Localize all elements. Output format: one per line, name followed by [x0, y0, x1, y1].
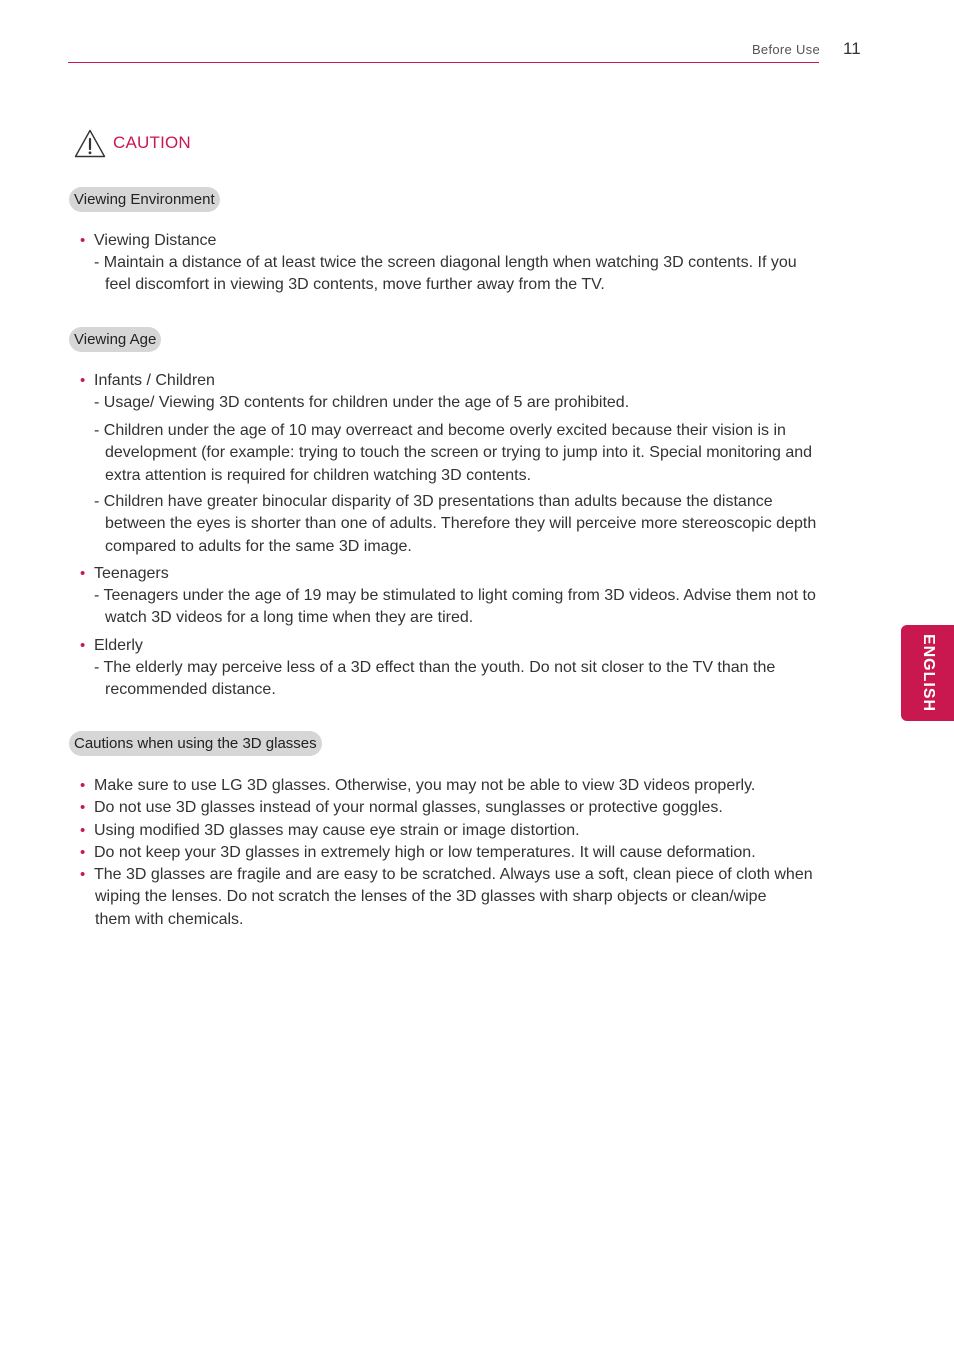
list-item-note [94, 657, 864, 702]
caution-heading [74, 128, 191, 158]
note-line: compared to adults for the same 3D image. [105, 537, 412, 555]
bullet-icon: • [80, 777, 86, 794]
page-number: 11 [843, 39, 861, 58]
list-item [80, 842, 860, 864]
bullet-icon: • [80, 565, 86, 582]
list-item-heading: Teenagers [94, 565, 169, 582]
list-item-heading: Elderly [94, 637, 143, 654]
note-line: development (for example: trying to touch the screen or trying to jump into it. Special monitoring and [105, 444, 813, 462]
note-line: recommended distance. [105, 681, 276, 699]
section-tag-3d-glasses: Cautions when using the 3D glasses [69, 731, 322, 756]
list-item-continuation: them with chemicals. [95, 910, 244, 928]
bullet-icon: • [80, 372, 86, 389]
bullet-icon: • [80, 232, 86, 249]
bullet-icon: • [80, 637, 86, 654]
note-line: between the eyes is shorter than one of adults. Therefore they will perceive more stereoscopic depth [105, 515, 817, 533]
warning-triangle-icon [74, 129, 106, 158]
list-item-text: Make sure to use LG 3D glasses. Otherwise, you may not be able to view 3D videos properly. [94, 777, 756, 794]
language-side-tab [901, 625, 954, 721]
list-item-elderly [80, 635, 143, 657]
list-item [80, 864, 860, 886]
page-header [68, 30, 819, 63]
list-item [80, 775, 860, 797]
note-line: - Children under the age of 10 may overreact and become overly excited because their vision is in [94, 422, 786, 439]
glasses-caution-list [80, 775, 860, 931]
list-item-text: Do not use 3D glasses instead of your normal glasses, sunglasses or protective goggles. [94, 799, 723, 817]
note-line: - Children have greater binocular disparity of 3D presentations than adults because the distance [94, 493, 773, 510]
list-item-note [94, 585, 864, 630]
note-line: - Maintain a distance of at least twice the screen diagonal length when watching 3D contents. If you [94, 254, 797, 271]
list-item-note [94, 420, 864, 487]
list-item [80, 797, 860, 819]
bullet-icon: • [80, 821, 86, 839]
header-section-title: Before Use [751, 42, 820, 57]
list-item-heading: Viewing Distance [94, 232, 217, 249]
list-item-text: Using modified 3D glasses may cause eye strain or image distortion. [94, 821, 580, 839]
bullet-icon: • [80, 799, 86, 817]
list-item-continuation: wiping the lenses. Do not scratch the lenses of the 3D glasses with sharp objects or clean/wipe [95, 888, 767, 906]
list-item-note [94, 392, 864, 414]
list-item [80, 820, 860, 842]
list-item-note [94, 491, 864, 558]
list-item-viewing-distance [80, 230, 216, 252]
note-line: extra attention is required for children watching 3D contents. [105, 466, 532, 484]
note-line: - Teenagers under the age of 19 may be stimulated to light coming from 3D videos. Advise them not to [94, 587, 816, 604]
language-tab-label: ENGLISH [919, 633, 937, 713]
bullet-icon: • [80, 866, 86, 884]
note-line: feel discomfort in viewing 3D contents, move further away from the TV. [105, 276, 605, 294]
section-tag-viewing-age: Viewing Age [69, 327, 161, 352]
note-line: - The elderly may perceive less of a 3D effect than the youth. Do not sit closer to the TV than the [94, 659, 776, 676]
bullet-icon: • [80, 843, 86, 861]
list-item-teenagers [80, 563, 169, 585]
list-item-infants-children [80, 370, 215, 392]
list-item-heading: Infants / Children [94, 372, 215, 389]
section-tag-viewing-environment: Viewing Environment [69, 187, 220, 212]
list-item-note [94, 252, 864, 297]
caution-label: CAUTION [113, 133, 191, 152]
list-item-text: The 3D glasses are fragile and are easy to be scratched. Always use a soft, clean piece of cloth when [94, 866, 813, 884]
list-item-text: Do not keep your 3D glasses in extremely high or low temperatures. It will cause deformation. [94, 843, 756, 861]
note-line: - Usage/ Viewing 3D contents for children under the age of 5 are prohibited. [94, 394, 630, 411]
note-line: watch 3D videos for a long time when they are tired. [105, 609, 474, 627]
